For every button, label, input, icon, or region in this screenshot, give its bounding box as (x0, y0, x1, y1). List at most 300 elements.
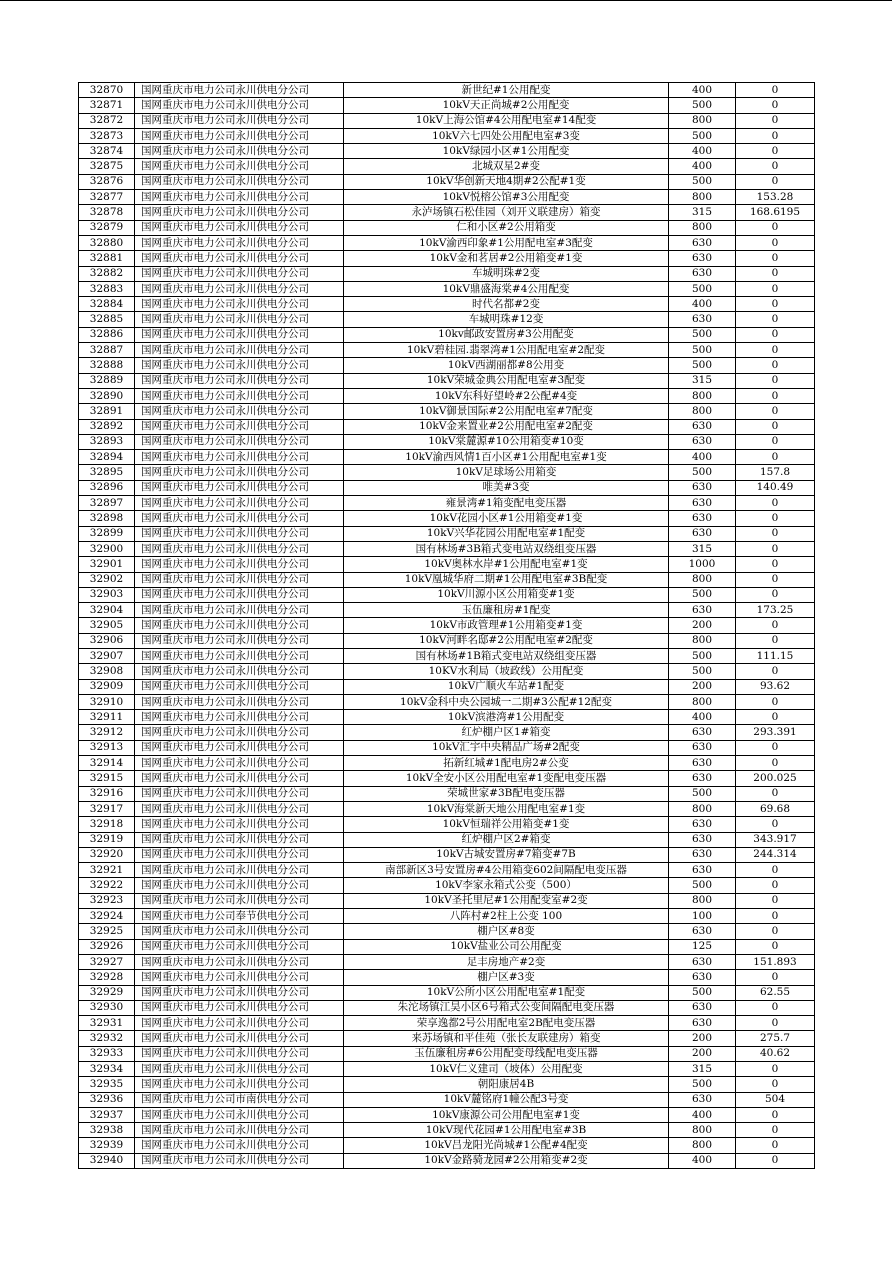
transformer-name-cell: 10kV棠麓源#10公用箱变#10变 (344, 434, 669, 449)
value-cell: 0 (736, 1107, 815, 1122)
company-cell: 国网重庆市电力公司永川供电分公司 (135, 159, 344, 174)
capacity-cell: 630 (669, 1000, 736, 1015)
company-cell: 国网重庆市电力公司永川供电分公司 (135, 664, 344, 679)
capacity-cell: 500 (669, 465, 736, 480)
transformer-name-cell: 10kV西湖丽都#8公用变 (344, 358, 669, 373)
company-cell: 国网重庆市电力公司永川供电分公司 (135, 954, 344, 969)
table-body (79, 83, 815, 1169)
company-cell: 国网重庆市电力公司永川供电分公司 (135, 801, 344, 816)
capacity-cell: 630 (669, 740, 736, 755)
transformer-name-cell: 八阵村#2柱上公变 100 (344, 909, 669, 924)
capacity-cell: 800 (669, 694, 736, 709)
value-cell: 244.314 (736, 847, 815, 862)
table-row (79, 633, 815, 648)
company-cell: 国网重庆市电力公司永川供电分公司 (135, 419, 344, 434)
company-cell: 国网重庆市电力公司永川供电分公司 (135, 1107, 344, 1122)
capacity-cell: 500 (669, 98, 736, 113)
company-cell: 国网重庆市电力公司永川供电分公司 (135, 985, 344, 1000)
table-row (79, 1000, 815, 1015)
transformer-name-cell: 10kV盐业公司公用配变 (344, 939, 669, 954)
capacity-cell: 315 (669, 541, 736, 556)
capacity-cell: 500 (669, 281, 736, 296)
table-row (79, 771, 815, 786)
transformer-name-cell: 10kV恒瑞祥公用箱变#1变 (344, 817, 669, 832)
value-cell: 157.8 (736, 465, 815, 480)
capacity-cell: 400 (669, 1153, 736, 1168)
capacity-cell: 800 (669, 404, 736, 419)
company-cell: 国网重庆市电力公司永川供电分公司 (135, 817, 344, 832)
table-row (79, 587, 815, 602)
table-row (79, 358, 815, 373)
table-row (79, 863, 815, 878)
capacity-cell: 630 (669, 1016, 736, 1031)
capacity-cell: 100 (669, 909, 736, 924)
capacity-cell: 800 (669, 893, 736, 908)
transformer-name-cell: 永泸场镇石松佳园（刘开义联建房）箱变 (344, 205, 669, 220)
row-id-cell: 32920 (79, 847, 135, 862)
table-row (79, 694, 815, 709)
capacity-cell: 500 (669, 878, 736, 893)
capacity-cell: 500 (669, 1077, 736, 1092)
row-id-cell: 32915 (79, 771, 135, 786)
company-cell: 国网重庆市电力公司永川供电分公司 (135, 1031, 344, 1046)
row-id-cell: 32905 (79, 618, 135, 633)
company-cell: 国网重庆市电力公司永川供电分公司 (135, 174, 344, 189)
table-row (79, 1138, 815, 1153)
capacity-cell: 500 (669, 343, 736, 358)
company-cell: 国网重庆市电力公司永川供电分公司 (135, 572, 344, 587)
value-cell: 0 (736, 496, 815, 511)
transformer-name-cell: 红炉棚户区1#箱变 (344, 725, 669, 740)
company-cell: 国网重庆市电力公司永川供电分公司 (135, 281, 344, 296)
company-cell: 国网重庆市电力公司永川供电分公司 (135, 1062, 344, 1077)
transformer-name-cell: 棚户区#3变 (344, 970, 669, 985)
row-id-cell: 32892 (79, 419, 135, 434)
row-id-cell: 32889 (79, 373, 135, 388)
row-id-cell: 32923 (79, 893, 135, 908)
company-cell: 国网重庆市电力公司永川供电分公司 (135, 1016, 344, 1031)
capacity-cell: 800 (669, 220, 736, 235)
table-row (79, 801, 815, 816)
table-row (79, 251, 815, 266)
capacity-cell: 200 (669, 1031, 736, 1046)
company-cell: 国网重庆市电力公司永川供电分公司 (135, 388, 344, 403)
table-row (79, 266, 815, 281)
row-id-cell: 32924 (79, 909, 135, 924)
company-cell: 国网重庆市电力公司永川供电分公司 (135, 710, 344, 725)
row-id-cell: 32898 (79, 511, 135, 526)
capacity-cell: 400 (669, 83, 736, 98)
value-cell: 0 (736, 235, 815, 250)
transformer-name-cell: 10kV足球场公用箱变 (344, 465, 669, 480)
value-cell: 0 (736, 312, 815, 327)
capacity-cell: 500 (669, 786, 736, 801)
company-cell: 国网重庆市电力公司永川供电分公司 (135, 893, 344, 908)
table-row (79, 388, 815, 403)
table-row (79, 893, 815, 908)
table-row (79, 970, 815, 985)
company-cell: 国网重庆市电力公司永川供电分公司 (135, 297, 344, 312)
value-cell: 0 (736, 633, 815, 648)
value-cell: 0 (736, 251, 815, 266)
company-cell: 国网重庆市电力公司永川供电分公司 (135, 1138, 344, 1153)
capacity-cell: 630 (669, 312, 736, 327)
table-row (79, 235, 815, 250)
transformer-name-cell: 10KV水利局（坡政线）公用配变 (344, 664, 669, 679)
row-id-cell: 32926 (79, 939, 135, 954)
row-id-cell: 32884 (79, 297, 135, 312)
row-id-cell: 32899 (79, 526, 135, 541)
row-id-cell: 32882 (79, 266, 135, 281)
table-row (79, 450, 815, 465)
company-cell: 国网重庆市电力公司永川供电分公司 (135, 450, 344, 465)
row-id-cell: 32877 (79, 190, 135, 205)
row-id-cell: 32895 (79, 465, 135, 480)
capacity-cell: 400 (669, 159, 736, 174)
capacity-cell: 800 (669, 1138, 736, 1153)
row-id-cell: 32890 (79, 388, 135, 403)
capacity-cell: 630 (669, 235, 736, 250)
table-row (79, 817, 815, 832)
capacity-cell: 630 (669, 771, 736, 786)
row-id-cell: 32883 (79, 281, 135, 296)
row-id-cell: 32927 (79, 954, 135, 969)
transformer-name-cell: 10kV渝西印象#1公用配电室#3配变 (344, 235, 669, 250)
capacity-cell: 800 (669, 1123, 736, 1138)
table-row (79, 312, 815, 327)
value-cell: 0 (736, 541, 815, 556)
transformer-name-cell: 10kV悦榕公馆#3公用配变 (344, 190, 669, 205)
row-id-cell: 32932 (79, 1031, 135, 1046)
value-cell: 0 (736, 1077, 815, 1092)
table-row (79, 1107, 815, 1122)
transformer-name-cell: 10kV花园小区#1公用箱变#1变 (344, 511, 669, 526)
row-id-cell: 32934 (79, 1062, 135, 1077)
value-cell: 69.68 (736, 801, 815, 816)
value-cell: 153.28 (736, 190, 815, 205)
company-cell: 国网重庆市电力公司永川供电分公司 (135, 924, 344, 939)
value-cell: 504 (736, 1092, 815, 1107)
transformer-name-cell: 10kV金科中央公园城一二期#3公配#12配变 (344, 694, 669, 709)
value-cell: 0 (736, 863, 815, 878)
value-cell: 0 (736, 557, 815, 572)
table-row (79, 1153, 815, 1168)
table-row (79, 1077, 815, 1092)
row-id-cell: 32908 (79, 664, 135, 679)
company-cell: 国网重庆市电力公司永川供电分公司 (135, 694, 344, 709)
row-id-cell: 32874 (79, 144, 135, 159)
capacity-cell: 800 (669, 801, 736, 816)
table-row (79, 939, 815, 954)
value-cell: 0 (736, 526, 815, 541)
table-row (79, 205, 815, 220)
value-cell: 62.55 (736, 985, 815, 1000)
row-id-cell: 32875 (79, 159, 135, 174)
row-id-cell: 32871 (79, 98, 135, 113)
row-id-cell: 32876 (79, 174, 135, 189)
value-cell: 151.893 (736, 954, 815, 969)
transformer-name-cell: 南部新区3号安置房#4公用箱变602间隔配电变压器 (344, 863, 669, 878)
company-cell: 国网重庆市电力公司永川供电分公司 (135, 847, 344, 862)
value-cell: 0 (736, 159, 815, 174)
table-row (79, 541, 815, 556)
table-row (79, 343, 815, 358)
transformer-name-cell: 国有林场#1B箱式变电站双绕组变压器 (344, 648, 669, 663)
transformer-name-cell: 荣享逸都2号公用配电室2B配电变压器 (344, 1016, 669, 1031)
transformer-name-cell: 车城明珠#2变 (344, 266, 669, 281)
transformer-name-cell: 10kV圣托里尼#1公用配变室#2变 (344, 893, 669, 908)
company-cell: 国网重庆市电力公司永川供电分公司 (135, 480, 344, 495)
table-row (79, 557, 815, 572)
table-row (79, 725, 815, 740)
value-cell: 0 (736, 358, 815, 373)
table-row (79, 618, 815, 633)
transformer-name-cell: 10kV金来置业#2公用配电室#2配变 (344, 419, 669, 434)
value-cell: 0 (736, 220, 815, 235)
company-cell: 国网重庆市电力公司永川供电分公司 (135, 648, 344, 663)
value-cell: 0 (736, 878, 815, 893)
capacity-cell: 400 (669, 450, 736, 465)
capacity-cell: 500 (669, 128, 736, 143)
table-row (79, 128, 815, 143)
capacity-cell: 800 (669, 572, 736, 587)
row-id-cell: 32900 (79, 541, 135, 556)
value-cell: 0 (736, 1153, 815, 1168)
company-cell: 国网重庆市电力公司永川供电分公司 (135, 970, 344, 985)
capacity-cell: 630 (669, 419, 736, 434)
company-cell: 国网重庆市电力公司永川供电分公司 (135, 740, 344, 755)
company-cell: 国网重庆市电力公司永川供电分公司 (135, 83, 344, 98)
value-cell: 0 (736, 297, 815, 312)
company-cell: 国网重庆市电力公司永川供电分公司 (135, 327, 344, 342)
transformer-name-cell: 10kV滨港湾#1公用配变 (344, 710, 669, 725)
value-cell: 0 (736, 1062, 815, 1077)
transformer-name-cell: 仁和小区#2公用箱变 (344, 220, 669, 235)
transformer-name-cell: 10kV仁义建司（坡体）公用配变 (344, 1062, 669, 1077)
company-cell: 国网重庆市电力公司永川供电分公司 (135, 251, 344, 266)
transformer-name-cell: 10kV奥林水岸#1公用配电室#1变 (344, 557, 669, 572)
table-row (79, 404, 815, 419)
transformer-name-cell: 10kV天正尚城#2公用配变 (344, 98, 669, 113)
transformer-name-cell: 10kV汇宇中央精品广场#2配变 (344, 740, 669, 755)
row-id-cell: 32870 (79, 83, 135, 98)
value-cell: 0 (736, 144, 815, 159)
table-row (79, 174, 815, 189)
company-cell: 国网重庆市电力公司永川供电分公司 (135, 404, 344, 419)
table-row (79, 924, 815, 939)
capacity-cell: 200 (669, 679, 736, 694)
value-cell: 0 (736, 128, 815, 143)
value-cell: 0 (736, 572, 815, 587)
capacity-cell: 800 (669, 113, 736, 128)
transformer-name-cell: 10kV市政管理#1公用箱变#1变 (344, 618, 669, 633)
value-cell: 0 (736, 113, 815, 128)
table-row (79, 434, 815, 449)
value-cell: 343.917 (736, 832, 815, 847)
company-cell: 国网重庆市电力公司永川供电分公司 (135, 587, 344, 602)
capacity-cell: 800 (669, 190, 736, 205)
transformer-name-cell: 10kV御景国际#2公用配电室#7配变 (344, 404, 669, 419)
capacity-cell: 400 (669, 144, 736, 159)
value-cell: 0 (736, 281, 815, 296)
transformer-name-cell: 10kV现代花园#1公用配电室#3B (344, 1123, 669, 1138)
company-cell: 国网重庆市电力公司永川供电分公司 (135, 526, 344, 541)
value-cell: 0 (736, 373, 815, 388)
transformer-name-cell: 10kV绿园小区#1公用配变 (344, 144, 669, 159)
capacity-cell: 315 (669, 205, 736, 220)
transformer-name-cell: 10kV广顺火车站#1配变 (344, 679, 669, 694)
table-row (79, 190, 815, 205)
table-row (79, 419, 815, 434)
table-row (79, 113, 815, 128)
value-cell: 0 (736, 83, 815, 98)
company-cell: 国网重庆市电力公司永川供电分公司 (135, 128, 344, 143)
value-cell: 0 (736, 909, 815, 924)
company-cell: 国网重庆市电力公司永川供电分公司 (135, 113, 344, 128)
company-cell: 国网重庆市电力公司永川供电分公司 (135, 1077, 344, 1092)
value-cell: 0 (736, 710, 815, 725)
table-row (79, 664, 815, 679)
row-id-cell: 32894 (79, 450, 135, 465)
company-cell: 国网重庆市电力公司永川供电分公司 (135, 358, 344, 373)
value-cell: 0 (736, 694, 815, 709)
transformer-name-cell: 10kV荣城金典公用配电室#3配变 (344, 373, 669, 388)
capacity-cell: 630 (669, 266, 736, 281)
capacity-cell: 400 (669, 1107, 736, 1122)
capacity-cell: 630 (669, 496, 736, 511)
table-row (79, 679, 815, 694)
table-row (79, 373, 815, 388)
value-cell: 40.62 (736, 1046, 815, 1061)
row-id-cell: 32937 (79, 1107, 135, 1122)
transformer-name-cell: 来苏场镇和平佳苑（张长友联建房）箱变 (344, 1031, 669, 1046)
row-id-cell: 32873 (79, 128, 135, 143)
value-cell: 0 (736, 343, 815, 358)
capacity-cell: 630 (669, 832, 736, 847)
transformer-name-cell: 10kV东科好望岭#2公配#4变 (344, 388, 669, 403)
company-cell: 国网重庆市电力公司永川供电分公司 (135, 725, 344, 740)
transformer-name-cell: 足丰房地产#2变 (344, 954, 669, 969)
table-row (79, 159, 815, 174)
table-row (79, 83, 815, 98)
value-cell: 0 (736, 450, 815, 465)
row-id-cell: 32893 (79, 434, 135, 449)
transformer-name-cell: 唯美#3变 (344, 480, 669, 495)
transformer-name-cell: 10kV上海公馆#4公用配电室#14配变 (344, 113, 669, 128)
capacity-cell: 630 (669, 954, 736, 969)
value-cell: 140.49 (736, 480, 815, 495)
company-cell: 国网重庆市电力公司永川供电分公司 (135, 878, 344, 893)
page-top-rule (0, 0, 892, 1)
company-cell: 国网重庆市电力公司永川供电分公司 (135, 312, 344, 327)
company-cell: 国网重庆市电力公司永川供电分公司 (135, 496, 344, 511)
row-id-cell: 32916 (79, 786, 135, 801)
transformer-name-cell: 10kV六七四处公用配电室#3变 (344, 128, 669, 143)
capacity-cell: 800 (669, 388, 736, 403)
value-cell: 0 (736, 327, 815, 342)
table-row (79, 832, 815, 847)
table-row (79, 1031, 815, 1046)
company-cell: 国网重庆市电力公司永川供电分公司 (135, 541, 344, 556)
company-cell: 国网重庆市电力公司永川供电分公司 (135, 832, 344, 847)
value-cell: 0 (736, 756, 815, 771)
table-row (79, 756, 815, 771)
company-cell: 国网重庆市电力公司永川供电分公司 (135, 1046, 344, 1061)
value-cell: 0 (736, 664, 815, 679)
transformer-name-cell: 10kV渝西风情1百小区#1公用配电室#1变 (344, 450, 669, 465)
row-id-cell: 32885 (79, 312, 135, 327)
value-cell: 173.25 (736, 603, 815, 618)
row-id-cell: 32903 (79, 587, 135, 602)
capacity-cell: 630 (669, 817, 736, 832)
capacity-cell: 630 (669, 970, 736, 985)
table-row (79, 1123, 815, 1138)
row-id-cell: 32902 (79, 572, 135, 587)
row-id-cell: 32881 (79, 251, 135, 266)
value-cell: 0 (736, 98, 815, 113)
row-id-cell: 32910 (79, 694, 135, 709)
table-row (79, 1016, 815, 1031)
transformer-name-cell: 10kV华创新天地4期#2公配#1变 (344, 174, 669, 189)
table-row (79, 496, 815, 511)
row-id-cell: 32938 (79, 1123, 135, 1138)
row-id-cell: 32913 (79, 740, 135, 755)
company-cell: 国网重庆市电力公司永川供电分公司 (135, 1123, 344, 1138)
transformer-name-cell: 北城双星2#变 (344, 159, 669, 174)
transformer-name-cell: 国有林场#3B箱式变电站双绕组变压器 (344, 541, 669, 556)
capacity-cell: 500 (669, 648, 736, 663)
row-id-cell: 32925 (79, 924, 135, 939)
capacity-cell: 630 (669, 480, 736, 495)
table-row (79, 281, 815, 296)
row-id-cell: 32935 (79, 1077, 135, 1092)
capacity-cell: 630 (669, 526, 736, 541)
row-id-cell: 32891 (79, 404, 135, 419)
value-cell: 0 (736, 266, 815, 281)
capacity-cell: 630 (669, 434, 736, 449)
company-cell: 国网重庆市电力公司永川供电分公司 (135, 235, 344, 250)
table-row (79, 465, 815, 480)
transformer-name-cell: 10kV吕龙阳光尚城#1公配#4配变 (344, 1138, 669, 1153)
row-id-cell: 32880 (79, 235, 135, 250)
transformer-name-cell: 朱沱场镇江昊小区6号箱式公变间隔配电变压器 (344, 1000, 669, 1015)
transformer-name-cell: 10kV全安小区公用配电室#1变配电变压器 (344, 771, 669, 786)
capacity-cell: 630 (669, 511, 736, 526)
value-cell: 0 (736, 740, 815, 755)
row-id-cell: 32897 (79, 496, 135, 511)
capacity-cell: 630 (669, 725, 736, 740)
capacity-cell: 500 (669, 587, 736, 602)
value-cell: 0 (736, 511, 815, 526)
capacity-cell: 125 (669, 939, 736, 954)
table-row (79, 847, 815, 862)
table-row (79, 511, 815, 526)
company-cell: 国网重庆市电力公司永川供电分公司 (135, 434, 344, 449)
capacity-cell: 630 (669, 847, 736, 862)
row-id-cell: 32922 (79, 878, 135, 893)
table-row (79, 98, 815, 113)
company-cell: 国网重庆市电力公司永川供电分公司 (135, 144, 344, 159)
transformer-table (78, 82, 815, 1169)
value-cell: 93.62 (736, 679, 815, 694)
row-id-cell: 32936 (79, 1092, 135, 1107)
row-id-cell: 32886 (79, 327, 135, 342)
value-cell: 0 (736, 1000, 815, 1015)
value-cell: 0 (736, 174, 815, 189)
value-cell: 0 (736, 924, 815, 939)
company-cell: 国网重庆市电力公司永川供电分公司 (135, 633, 344, 648)
capacity-cell: 200 (669, 1046, 736, 1061)
